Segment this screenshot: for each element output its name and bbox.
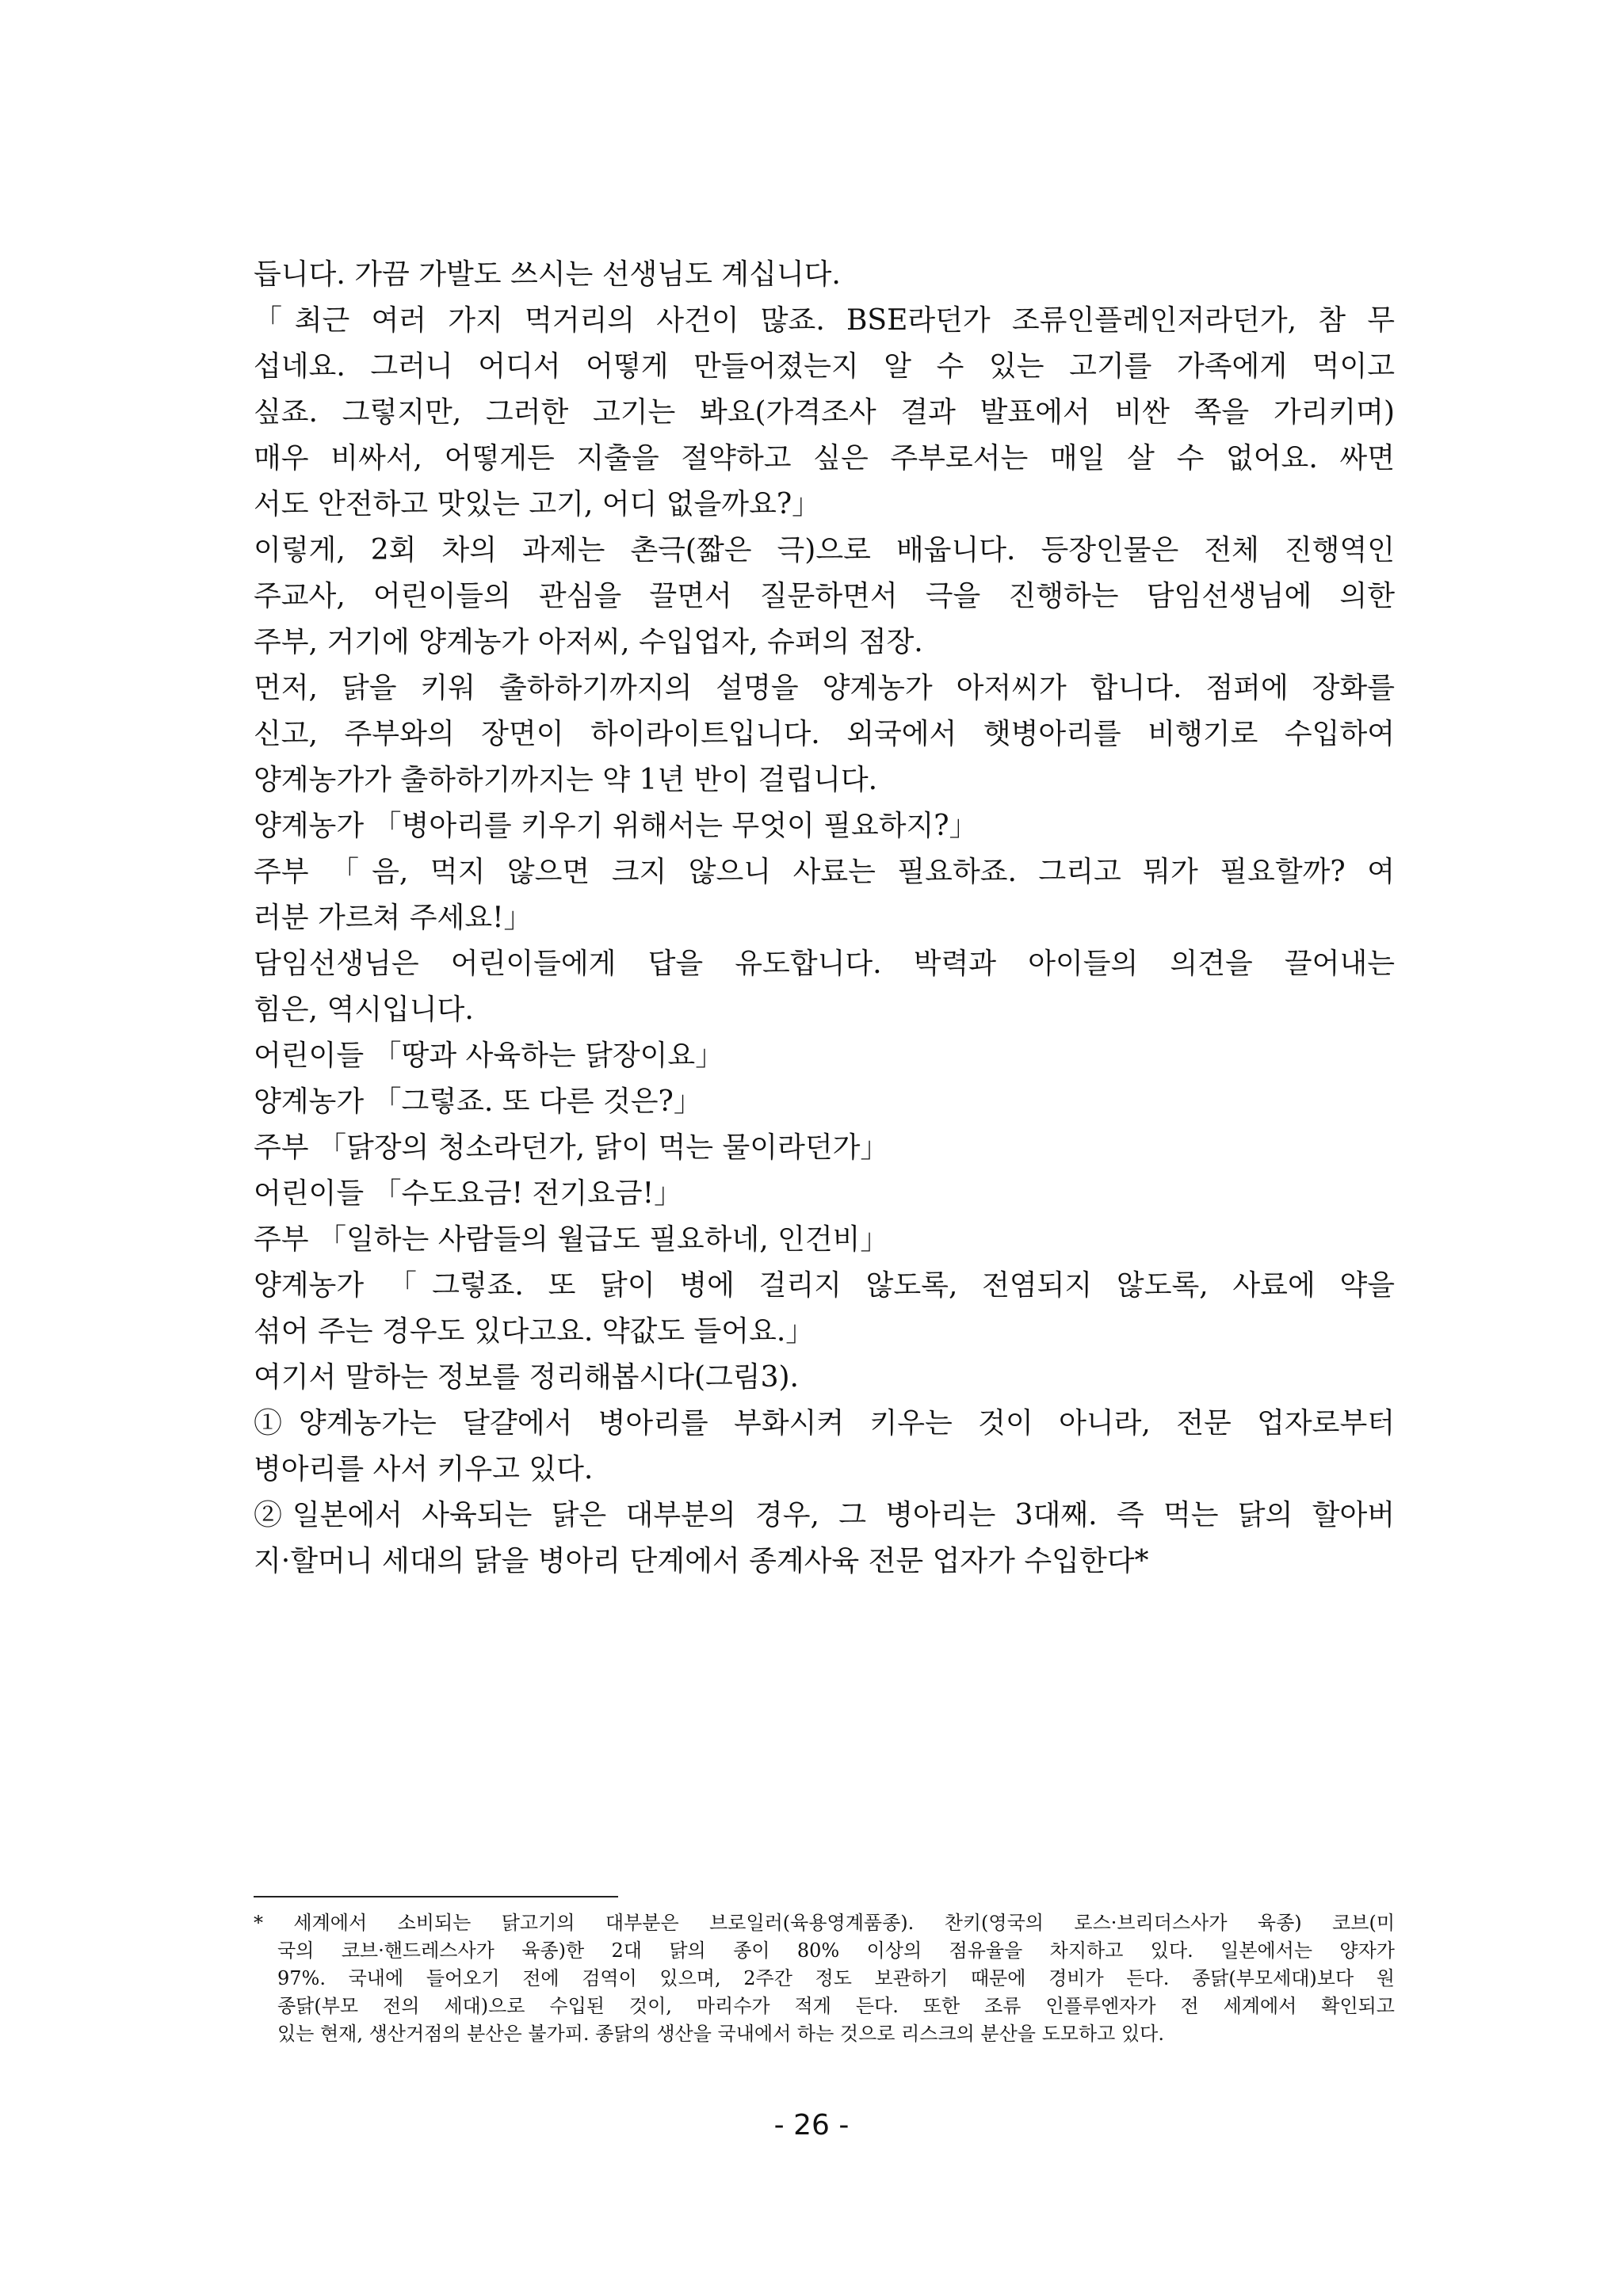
- body-line: 서도 안전하고 맛있는 고기, 어디 없을까요?」: [254, 488, 821, 521]
- body-line: 주부 「음, 먹지 않으면 크지 않으니 사료는 필요하죠. 그리고 뭐가 필요할까? 여: [254, 856, 1395, 888]
- body-line: 섞어 주는 경우도 있다고요. 약값도 들어요.」: [254, 1315, 815, 1348]
- page-number: - 26 -: [773, 2109, 850, 2142]
- footnote-line: 종닭(부모 전의 세대)으로 수입된 것이, 마리수가 적게 든다. 또한 조류 인플루엔자가 전 세계에서 확인되고: [277, 1995, 1395, 2017]
- body-line: 매우 비싸서, 어떻게든 지출을 절약하고 싶은 주부로서는 매일 살 수 없어요. 싸면: [254, 442, 1395, 475]
- body-line: 주부 「일하는 사람들의 월급도 필요하네, 인건비」: [254, 1223, 889, 1256]
- body-line: 주부, 거기에 양계농가 아저씨, 수입업자, 슈퍼의 점장.: [254, 626, 923, 658]
- body-line: 어린이들 「땅과 사육하는 닭장이요」: [254, 1039, 724, 1072]
- body-text: [254, 252, 1395, 1585]
- body-line: 병아리를 사서 키우고 있다.: [254, 1453, 594, 1486]
- footnote-line: 97%. 국내에 들어오기 전에 검역이 있으며, 2주간 정도 보관하기 때문에 경비가 든다. 종닭(부모세대)보다 원: [277, 1967, 1395, 1989]
- body-line: ①양계농가는 달걀에서 병아리를 부화시켜 키우는 것이 아니라, 전문 업자로부터: [254, 1407, 1395, 1440]
- footnote-divider: [254, 1896, 618, 1897]
- body-line: 먼저, 닭을 키워 출하하기까지의 설명을 양계농가 아저씨가 합니다. 점퍼에 장화를: [254, 672, 1395, 704]
- footnote-line: 있는 현재, 생산거점의 분산은 불가피. 종닭의 생산을 국내에서 하는 것으로 리스크의 분산을 도모하고 있다.: [277, 2023, 1164, 2045]
- body-line: 러분 가르쳐 주세요!」: [254, 902, 533, 934]
- body-line: ②일본에서 사육되는 닭은 대부분의 경우, 그 병아리는 3대째. 즉 먹는 닭의 할아버: [254, 1499, 1395, 1531]
- body-line: 담임선생님은 어린이들에게 답을 유도합니다. 박력과 아이들의 의견을 끌어내는: [254, 948, 1395, 980]
- body-line: 어린이들 「수도요금! 전기요금!」: [254, 1177, 683, 1210]
- body-line: 주교사, 어린이들의 관심을 끌면서 질문하면서 극을 진행하는 담임선생님에 의한: [254, 580, 1395, 612]
- body-line: 지·할머니 세대의 닭을 병아리 단계에서 종계사육 전문 업자가 수입한다*: [254, 1545, 1149, 1577]
- footnote-line: 국의 코브·핸드레스사가 육종)한 2대 닭의 종이 80% 이상의 점유율을 차지하고 있다. 일본에서는 양자가: [277, 1939, 1395, 1962]
- body-line: 양계농가 「병아리를 키우기 위해서는 무엇이 필요하지?」: [254, 810, 978, 842]
- body-line: 싶죠. 그렇지만, 그러한 고기는 봐요(가격조사 결과 발표에서 비싼 쪽을 가리키며): [254, 396, 1395, 429]
- body-line: 주부 「닭장의 청소라던가, 닭이 먹는 물이라던가」: [254, 1131, 889, 1164]
- body-line: 여기서 말하는 정보를 정리해봅시다(그림3).: [254, 1361, 799, 1394]
- footnote: [254, 1909, 1395, 2048]
- body-line: 이렇게, 2회 차의 과제는 촌극(짧은 극)으로 배웁니다. 등장인물은 전체 진행역인: [254, 534, 1395, 566]
- body-line: 양계농가가 출하하기까지는 약 1년 반이 걸립니다.: [254, 764, 878, 796]
- body-line: 양계농가 「그렇죠. 또 다른 것은?」: [254, 1085, 702, 1118]
- body-line: 양계농가 「그렇죠. 또 닭이 병에 걸리지 않도록, 전염되지 않도록, 사료에 약을: [254, 1269, 1395, 1302]
- body-line: 섭네요. 그러니 어디서 어떻게 만들어졌는지 알 수 있는 고기를 가족에게 먹이고: [254, 350, 1395, 383]
- footnote-line: * 세계에서 소비되는 닭고기의 대부분은 브로일러(육용영계품종). 찬키(영국의 로스·브리더스사가 육종) 코브(미: [254, 1912, 1395, 1934]
- body-line: 신고, 주부와의 장면이 하이라이트입니다. 외국에서 햇병아리를 비행기로 수입하여: [254, 718, 1395, 750]
- body-line: 힘은, 역시입니다.: [254, 994, 474, 1026]
- body-line: 듭니다. 가끔 가발도 쓰시는 선생님도 계십니다.: [254, 258, 841, 291]
- body-line: 「최근 여러 가지 먹거리의 사건이 많죠. BSE라던가 조류인플레인저라던가, 참 무: [254, 304, 1395, 337]
